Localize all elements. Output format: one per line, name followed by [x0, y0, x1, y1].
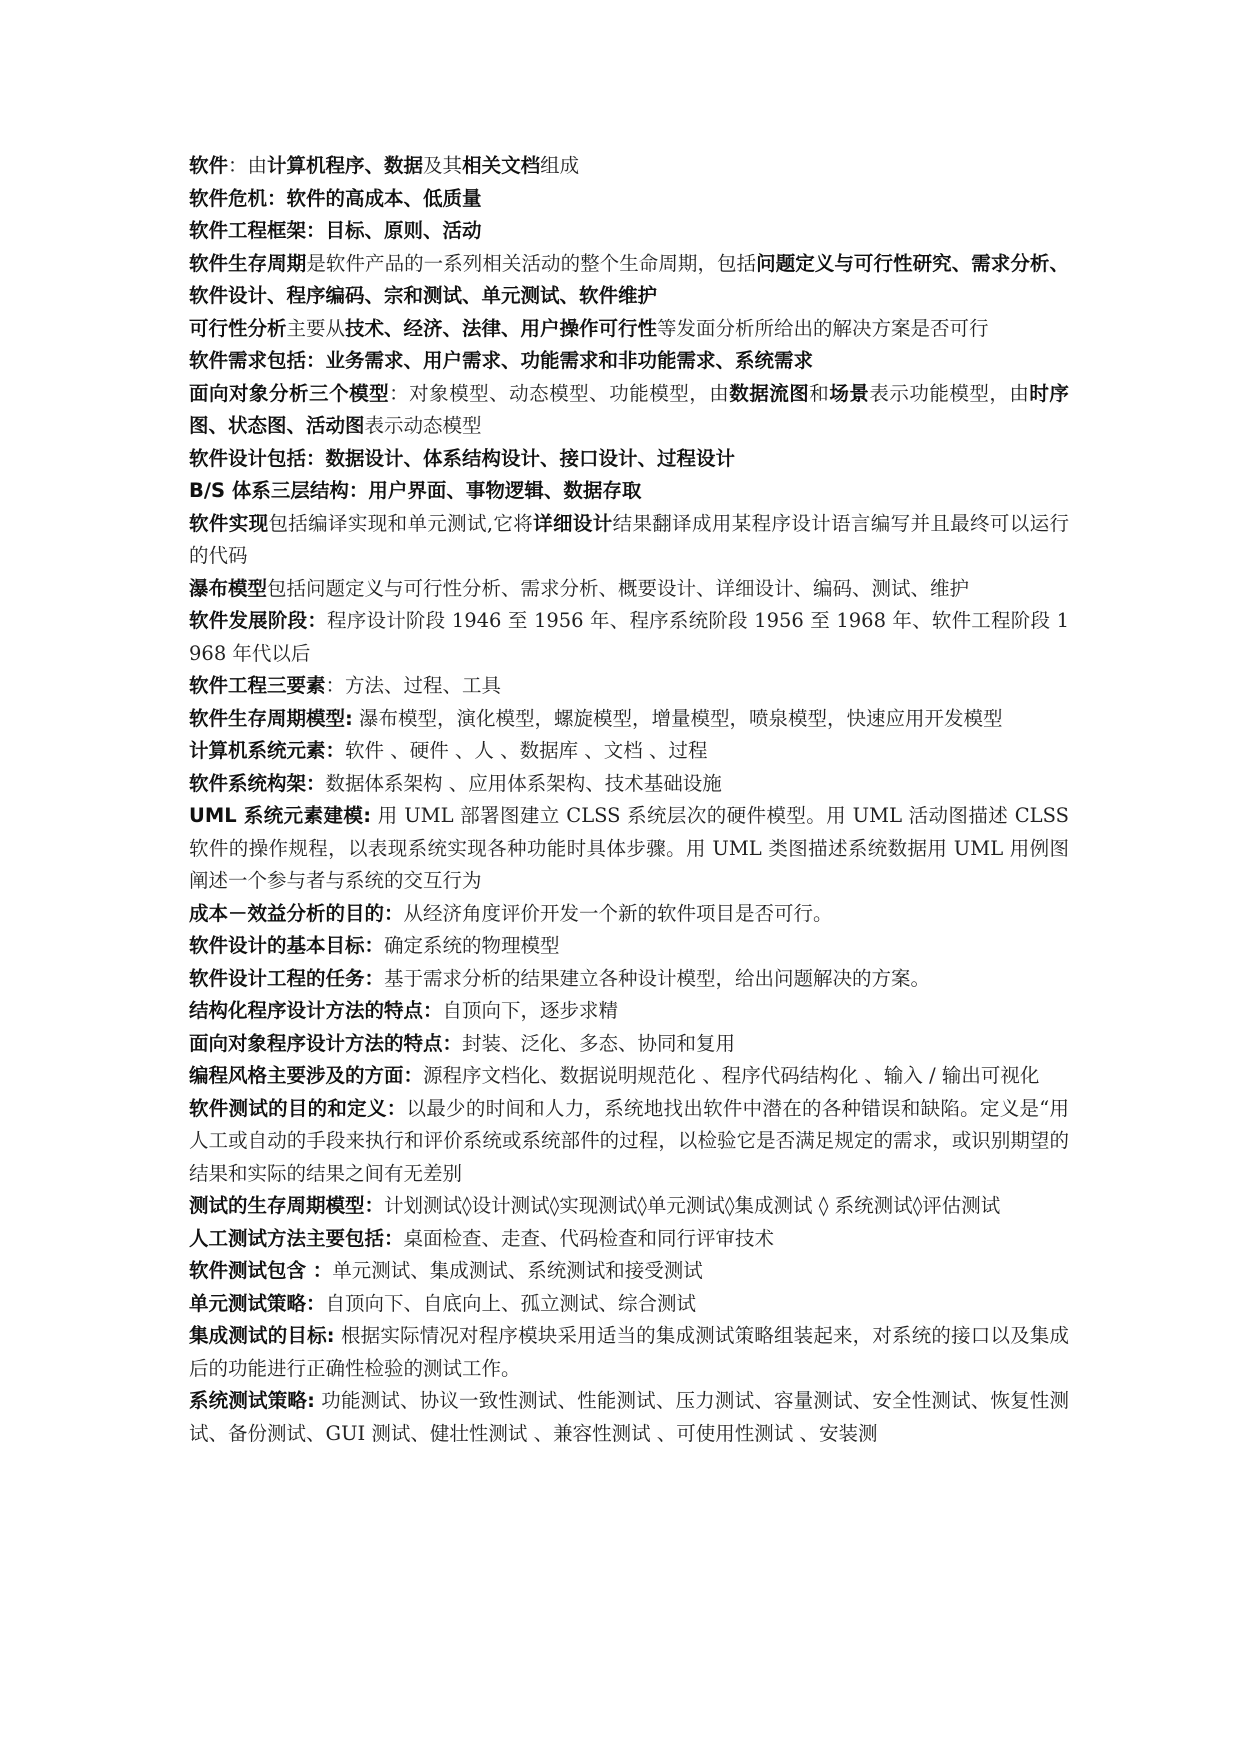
- body-text: 从经济角度评价开发一个新的软件项目是否可行。: [403, 901, 833, 925]
- body-text: 基于需求分析的结果建立各种设计模型，给出问题解决的方案。: [384, 966, 931, 990]
- note-paragraph: [189, 670, 1069, 703]
- bold-term: 相关文档: [462, 154, 541, 177]
- bold-term: 软件危机：软件的高成本、低质量: [189, 186, 482, 210]
- body-text: 软件 、硬件 、人 、数据库 、文档 、过程: [345, 739, 708, 762]
- bold-term: 软件实现: [189, 511, 269, 535]
- note-paragraph: [189, 963, 1069, 996]
- note-paragraph: [189, 1190, 1069, 1223]
- body-text: 主要从: [286, 316, 346, 340]
- bold-term: 软件工程三要素: [189, 674, 326, 697]
- body-text: 组成: [540, 154, 580, 177]
- bold-term: 单元测试策略：: [189, 1291, 326, 1315]
- bold-term: 计算机系统元素：: [189, 739, 346, 762]
- bold-term: 软件工程框架：目标、原则、活动: [189, 219, 482, 242]
- body-text: 以最少的时间和人力，系统地找出软件中潜在的各种错误和缺陷。定义是“用人工或自动的手段来执行和评价系统或系统部件的过程，以检验它是否满足规定的需求，或识别期望的结果和实际的结果之间有无差别: [189, 1096, 1069, 1185]
- body-text: 等发面分析所给出的解决方案是否可行: [657, 316, 989, 340]
- note-paragraph: [189, 800, 1069, 898]
- bold-term: 软件生存周期模型:: [189, 706, 353, 730]
- bold-term: 问题定义与可行性研究、需求分析、软件设计、程序编码、宗和测试、单元测试、软件维护: [189, 251, 1069, 307]
- note-paragraph: [189, 1255, 1069, 1288]
- note-paragraph: [189, 345, 1069, 378]
- bold-term: 软件需求包括：业务需求、用户需求、功能需求和非功能需求、系统需求: [189, 349, 814, 372]
- body-text: ：方法、过程、工具: [325, 674, 502, 697]
- bold-term: 测试的生存周期模型：: [189, 1194, 385, 1217]
- note-paragraph: [189, 735, 1069, 768]
- bold-term: 面向对象分析三个模型: [189, 381, 390, 405]
- bold-term: 软件测试的目的和定义：: [189, 1096, 407, 1120]
- bold-term: 技术、经济、法律、用户操作可行性: [345, 316, 658, 340]
- bold-term: 瀑布模型: [189, 576, 268, 600]
- note-paragraph: [189, 378, 1069, 443]
- bold-term: 人工测试方法主要包括：: [189, 1226, 404, 1250]
- note-paragraph: [189, 150, 1069, 183]
- note-paragraph: [189, 898, 1069, 931]
- note-paragraph: [189, 1028, 1069, 1061]
- body-text: 包括编译实现和单元测试,它将: [268, 511, 534, 535]
- bold-term: 成本－效益分析的目的：: [189, 901, 404, 925]
- note-paragraph: [189, 215, 1069, 248]
- note-paragraph: [189, 475, 1069, 508]
- bold-term: 软件设计工程的任务：: [189, 966, 385, 990]
- body-text: 单元测试、集成测试、系统测试和接受测试: [332, 1259, 703, 1282]
- body-text: 自顶向下、自底向上、孤立测试、综合测试: [325, 1291, 697, 1315]
- bold-term: 集成测试的目标:: [189, 1324, 335, 1347]
- note-paragraph: [189, 248, 1069, 313]
- bold-term: 面向对象程序设计方法的特点：: [189, 1031, 463, 1055]
- body-text: 自顶向下，逐步求精: [442, 999, 619, 1022]
- document-body: [189, 150, 1069, 1450]
- note-paragraph: [189, 995, 1069, 1028]
- note-paragraph: [189, 1385, 1069, 1450]
- body-text: ：由: [228, 154, 268, 177]
- note-paragraph: [189, 703, 1069, 736]
- note-paragraph: [189, 313, 1069, 346]
- note-paragraph: [189, 768, 1069, 801]
- bold-term: 计算机程序、数据: [267, 154, 424, 177]
- note-paragraph: [189, 183, 1069, 216]
- bold-term: 编程风格主要涉及的方面：: [189, 1064, 424, 1087]
- bold-term: 时序图、状态图、活动图: [189, 381, 1069, 437]
- note-paragraph: [189, 1223, 1069, 1256]
- note-paragraph: [189, 1060, 1069, 1093]
- bold-term: 软件测试包含 ：: [189, 1259, 333, 1282]
- body-text: 程序设计阶段 1946 至 1956 年、程序系统阶段 1956 至 1968 年、软件工程阶段 1968 年代以后: [189, 609, 1069, 665]
- note-paragraph: [189, 443, 1069, 476]
- body-text: 是软件产品的一系列相关活动的整个生命周期，包括: [306, 251, 757, 275]
- body-text: 包括问题定义与可行性分析、需求分析、概要设计、详细设计、编码、测试、维护: [267, 576, 970, 600]
- body-text: 确定系统的物理模型: [384, 934, 560, 957]
- note-paragraph: [189, 508, 1069, 573]
- body-text: 封装、泛化、多态、协同和复用: [462, 1031, 736, 1055]
- body-text: 瀑布模型，演化模型，螺旋模型，增量模型，喷泉模型，快速应用开发模型: [352, 706, 1003, 730]
- body-text: 表示动态模型: [364, 414, 482, 437]
- bold-term: 软件设计的基本目标：: [189, 934, 385, 957]
- body-text: 源程序文档化、数据说明规范化 、程序代码结构化 、输入 / 输出可视化: [423, 1064, 1040, 1087]
- bold-term: UML 系统元素建模:: [189, 804, 372, 827]
- body-text: ：对象模型、动态模型、功能模型，由: [389, 381, 730, 405]
- body-text: 表示功能模型，由: [869, 381, 1030, 405]
- note-paragraph: [189, 1288, 1069, 1321]
- body-text: 和: [809, 381, 830, 405]
- body-text: 数据体系架构 、应用体系架构、技术基础设施: [325, 771, 722, 795]
- bold-term: 数据流图: [729, 381, 810, 405]
- bold-term: 软件发展阶段：: [189, 609, 328, 632]
- note-paragraph: [189, 1320, 1069, 1385]
- body-text: 根据实际情况对程序模块采用适当的集成测试策略组装起来，对系统的接口以及集成后的功能进行正确性检验的测试工作。: [189, 1324, 1069, 1380]
- note-paragraph: [189, 930, 1069, 963]
- bold-term: 软件生存周期: [189, 251, 307, 275]
- bold-term: 详细设计: [533, 511, 613, 535]
- note-paragraph: [189, 1093, 1069, 1191]
- body-text: 及其: [423, 154, 463, 177]
- body-text: 桌面检查、走查、代码检查和同行评审技术: [403, 1226, 775, 1250]
- body-text: 功能测试、协议一致性测试、性能测试、压力测试、容量测试、安全性测试、恢复性测试、备份测试、GUI 测试、健壮性测试 、兼容性测试 、可使用性测试 、安装测: [189, 1389, 1069, 1445]
- bold-term: 系统测试策略:: [189, 1389, 315, 1412]
- body-text: 用 UML 部署图建立 CLSS 系统层次的硬件模型。用 UML 活动图描述 CLSS 软件的操作规程，以表现系统实现各种功能时具体步骤。用 UML 类图描述系统数据用 UML 用例图阐述一个参与者与系统的交互行为: [189, 804, 1069, 892]
- bold-term: 结构化程序设计方法的特点：: [189, 999, 443, 1022]
- bold-term: 软件设计包括：数据设计、体系结构设计、接口设计、过程设计: [189, 446, 736, 470]
- body-text: 结果翻译成用某程序设计语言编写并且最终可以运行的代码: [189, 511, 1069, 567]
- bold-term: 软件系统构架：: [189, 771, 326, 795]
- bold-term: 场景: [829, 381, 870, 405]
- bold-term: 软件: [189, 154, 229, 177]
- note-paragraph: [189, 573, 1069, 606]
- body-text: 计划测试◊设计测试◊实现测试◊单元测试◊集成测试 ◊ 系统测试◊评估测试: [384, 1194, 1001, 1217]
- bold-term: B/S 体系三层结构：用户界面、事物逻辑、数据存取: [189, 479, 642, 502]
- note-paragraph: [189, 605, 1069, 670]
- bold-term: 可行性分析: [189, 316, 287, 340]
